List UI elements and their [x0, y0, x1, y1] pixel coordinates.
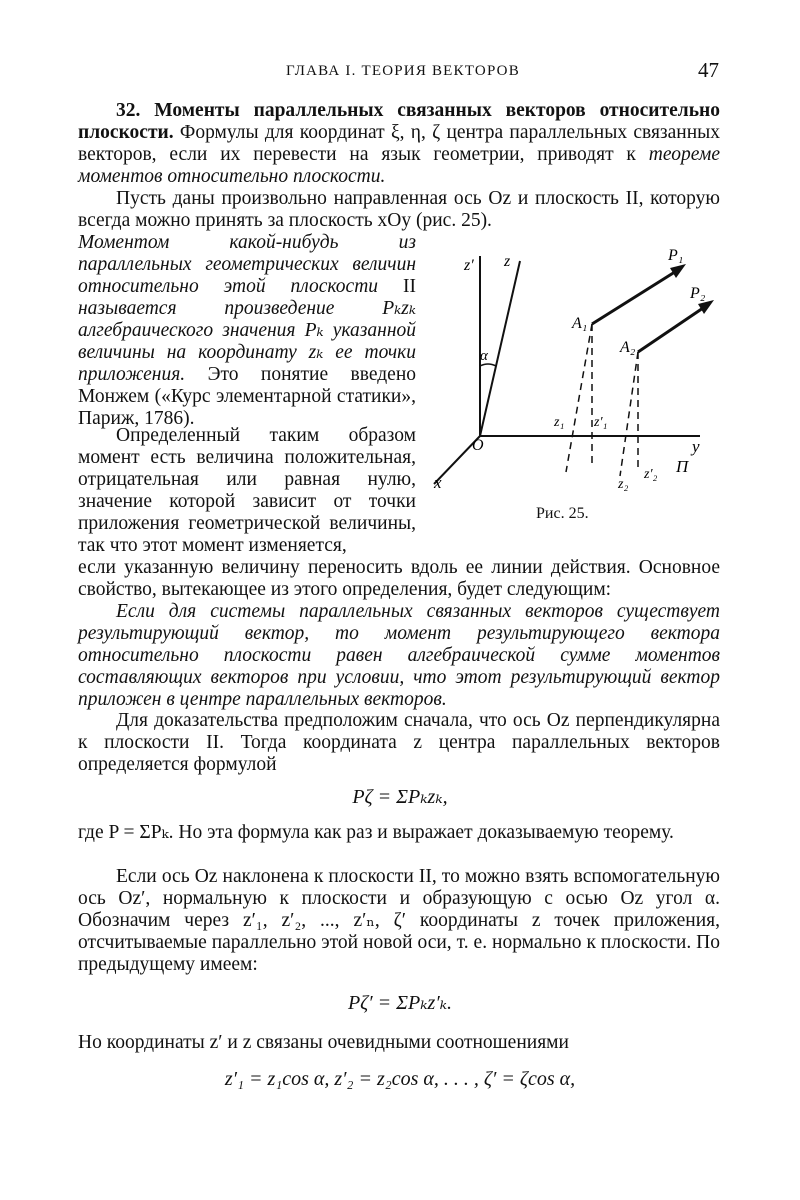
- page-header: [0, 58, 800, 88]
- label-plane: П: [676, 457, 689, 476]
- arrowhead-p1: [670, 264, 686, 278]
- section-title: Моменты параллельных связанных векторов относительно плоскости.: [78, 100, 720, 143]
- label-z1-prime: z′₁: [594, 415, 608, 430]
- label-alpha: α: [480, 348, 488, 364]
- alpha-arc: [480, 364, 496, 366]
- proof-paragraph-2: где P = ΣPₖ. Но эта формула как раз и выражает доказываемую теорему.: [78, 822, 674, 843]
- label-y: y: [692, 437, 700, 456]
- definition-text-2: Это понятие введено Монжем («Курс элементарной статики», Париж, 1786).: [78, 364, 416, 429]
- section-paragraph: [78, 100, 720, 188]
- definition-paragraph-narrow: [78, 232, 416, 430]
- section-intro: Формулы для координат ξ, η, ζ центра параллельных связанных векторов, если их перевести на язык геометрии, приводят к: [78, 122, 720, 165]
- page-number: 47: [698, 58, 719, 82]
- equation-2: Pζ′ = ΣPₖz′ₖ.: [347, 992, 453, 1014]
- label-z2: z₂: [618, 477, 629, 492]
- equation-3: z′₁ = z₁cos α, z′₂ = z₂cos α, . . . , ζ′ = ζcos α,: [224, 1068, 576, 1090]
- projection-line-z2: [620, 352, 638, 476]
- vector-p2: [638, 306, 706, 352]
- definition-italic-2: называется произведение Pₖzₖ алгебраического значения Pₖ указанной величины на координату zₖ ее точки приложения.: [78, 298, 416, 385]
- moment-paragraph-full: [78, 557, 720, 601]
- theorem-paragraph: Если для системы параллельных связанных векторов существует результирующий вектор, то момент результирующего вектора относительно плоскости равен алгебраической сумме моментов составляющих векторов при условии, что этот результирующий вектор приложен в центре параллельных векторов.: [78, 601, 720, 710]
- figure-caption: Рис. 25.: [536, 505, 589, 522]
- proof-paragraph-1: Для доказательства предположим сначала, что ось Oz перпендикулярна к плоскости II. Тогда координата z центра параллельных векторов определяется формулой: [78, 710, 720, 775]
- label-p2: P₂: [690, 285, 706, 302]
- proof-paragraph-4: Но координаты z′ и z связаны очевидными соотношениями: [78, 1032, 569, 1053]
- label-z-prime: z′: [464, 257, 474, 274]
- definition-italic-1: Моментом какой-нибудь из параллельных геометрических величин относительно этой плоскости: [78, 232, 416, 297]
- label-a2: A₂: [620, 339, 636, 356]
- definition-plane-label: II: [403, 276, 416, 297]
- arrowhead-p2: [698, 300, 714, 314]
- proof-paragraph-3: Если ось Oz наклонена к плоскости II, то можно взять вспомогательную ось Oz′, нормальную к плоскости и образующую с осью Oz угол α. Обозначим через z′₁, z′₂, ..., z′ₙ, ζ′ координаты z точек приложения, отсчитываемые параллельно этой новой оси, т. е. нормально к плоскости. По предыдущему имеем:: [78, 866, 720, 975]
- label-x: x: [434, 473, 442, 492]
- label-p1: P₁: [668, 247, 684, 264]
- label-z: z: [504, 253, 511, 270]
- running-head: ГЛАВА I. ТЕОРИЯ ВЕКТОРОВ: [286, 63, 520, 79]
- label-origin: O: [472, 437, 484, 454]
- section-number: 32.: [116, 100, 141, 121]
- definition-paragraph-top: [78, 188, 720, 232]
- equation-1: Pζ = ΣPₖzₖ,: [352, 786, 448, 808]
- projection-line-z1: [566, 324, 592, 472]
- label-z2-prime: z′₂: [644, 467, 658, 482]
- figure-diagram: [424, 246, 724, 496]
- definition-text-1: Пусть даны произвольно направленная ось Oz и плоскость II, которую всегда можно принять за плоскость xOy (рис. 25).: [78, 188, 720, 231]
- moment-paragraph-narrow: [78, 425, 416, 557]
- section-intro-italic: теореме моментов относительно плоскости.: [78, 144, 720, 187]
- label-a1: A₁: [572, 315, 588, 332]
- vector-p1: [592, 270, 678, 324]
- label-z1: z₁: [554, 415, 565, 430]
- moment-text-full: если указанную величину переносить вдоль ее линии действия. Основное свойство, вытекающее из этого определения, будет следующим:: [78, 557, 720, 600]
- figure-25: [424, 246, 724, 496]
- moment-text-narrow: Определенный таким образом момент есть величина положительная, отрицательная или равная нулю, значение которой зависит от точки приложения геометрической величины, так что этот момент изменяется,: [78, 425, 416, 556]
